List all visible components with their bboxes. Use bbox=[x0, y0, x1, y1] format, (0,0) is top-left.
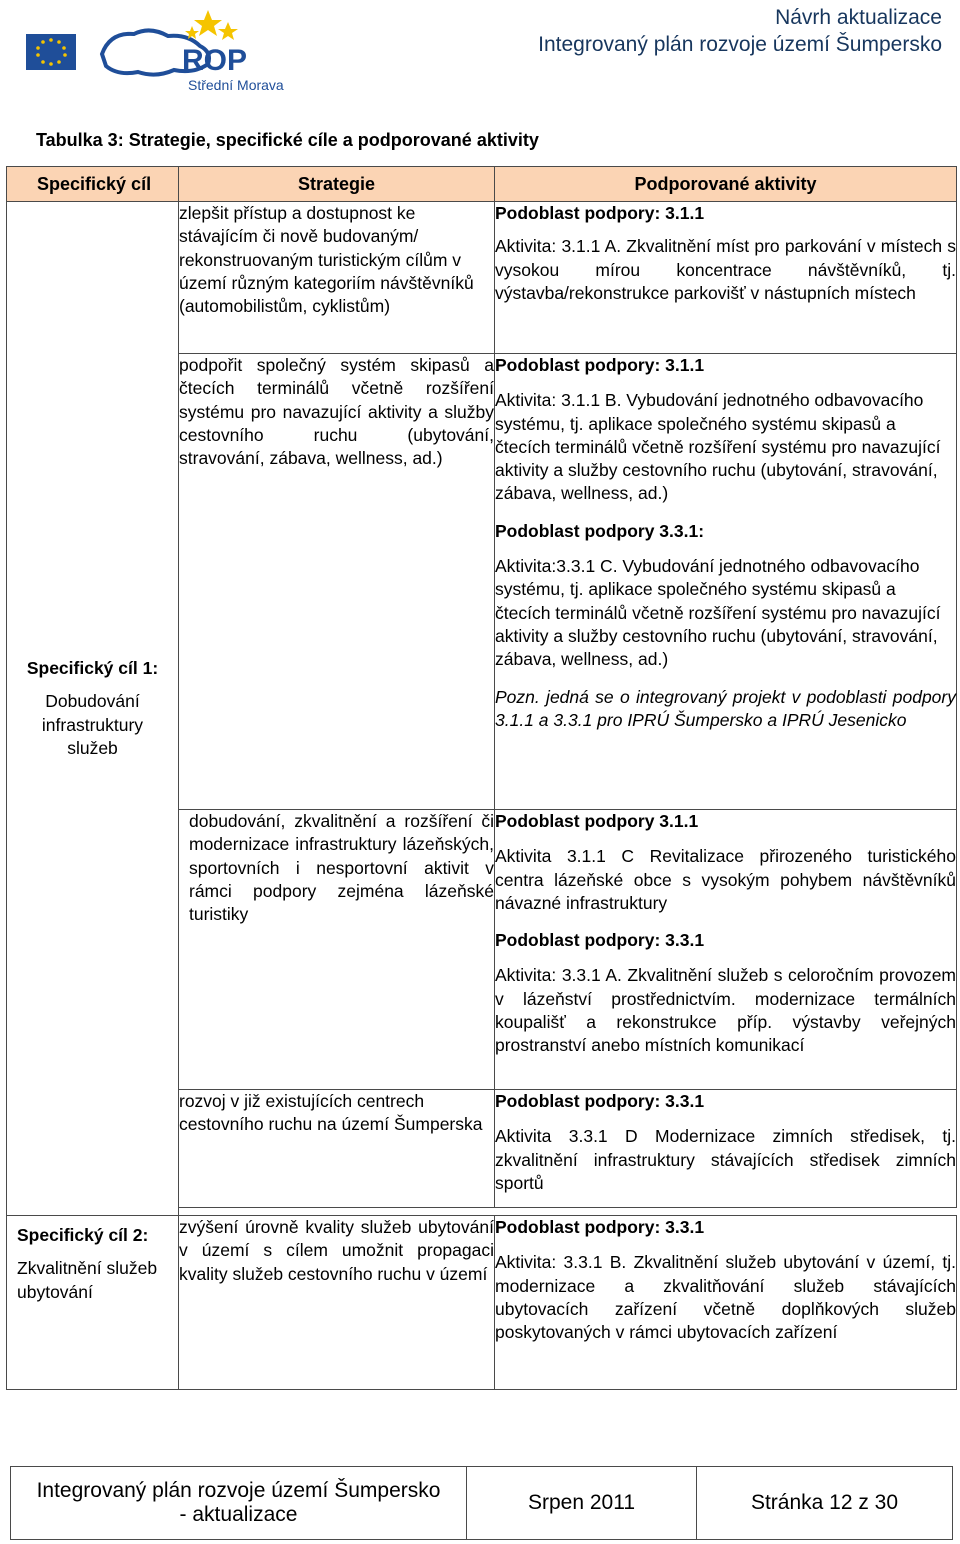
activity-text: Aktivita: 3.1.1 B. Vybudování jednotného odbavovacího systému, tj. aplikace společného systému skipasů a čtecích terminálů včetně rozšíření systému pro navazující aktivity a služby cestovního ruchu (ubytování, stravování, zábava, wellness, ad.) bbox=[495, 390, 941, 504]
activity-text: Aktivita: 3.3.1 A. Zkvalitnění služeb s celoročním provozem v lázeňství prostřednictvím. modernizace termálních koupališť a rekonstrukce příp. výstavby veřejných prostranství anebo místních komunikací bbox=[495, 965, 956, 1056]
strategy-text: rozvoj v již existujících centrech cestovního ruchu na území Šumperska bbox=[179, 1091, 483, 1135]
strategy-text: dobudování, zkvalitnění a rozšíření či modernizace infrastruktury lázeňských, sportovních i nesportovní aktivit v rámci podpory zejména lázeňské turistiky bbox=[189, 811, 494, 925]
activities-cell bbox=[495, 354, 957, 810]
activity-text: Aktivita:3.3.1 C. Vybudování jednotného odbavovacího systému, tj. aplikace společného systému skipasů a čtecích terminálů včetně rozšíření systému pro navazující aktivity a služby cestovního ruchu (ubytování, stravování, zábava, wellness, ad.) bbox=[495, 556, 941, 670]
table-row bbox=[7, 202, 957, 354]
note-text: Pozn. jedná se o integrovaný projekt v podoblasti podpory 3.1.1 a 3.3.1 pro IPRÚ Šumpersko a IPRÚ Jesenicko bbox=[495, 686, 956, 730]
strategy-text: zlepšit přístup a dostupnost ke stávajícím či nově budovaným/ rekonstruovaným turistickým cílům v území různým kategoriím návštěvníků (automobilistům, cyklistům) bbox=[179, 203, 474, 317]
activities-cell bbox=[495, 1090, 957, 1208]
activity-text: Aktivita: 3.3.1 B. Zkvalitnění služeb ubytování v území, tj. modernizace a zkvalitňování služeb stávajících ubytovacích zařízení včetně doplňkových služeb poskytovaných v rámci ubytovacích zařízení bbox=[495, 1252, 956, 1343]
goal-text: Dobudování infrastruktury služeb bbox=[41, 691, 144, 758]
specific-goal-2-cell bbox=[7, 1216, 179, 1390]
footer-page-number: Stránka 12 z 30 bbox=[697, 1467, 953, 1540]
strategy-table-container bbox=[6, 166, 956, 1390]
strategy-cell bbox=[179, 202, 495, 354]
column-header: Podporované aktivity bbox=[495, 167, 957, 202]
footer-date: Srpen 2011 bbox=[467, 1467, 697, 1540]
podoblast-label: Podoblast podpory 3.1.1 bbox=[495, 811, 699, 831]
table-header-row bbox=[7, 167, 957, 202]
activities-cell bbox=[495, 202, 957, 354]
activity-text: Aktivita: 3.1.1 A. Zkvalitnění míst pro parkování v místech s vysokou mírou koncentrace návštěvníků, tj. výstavba/rekonstrukce parkovišť v nástupních místech bbox=[495, 236, 956, 303]
goal-title: Specifický cíl 2: bbox=[17, 1225, 149, 1245]
column-header: Strategie bbox=[179, 167, 495, 202]
activity-text: Aktivita 3.3.1 D Modernizace zimních středisek, tj. zkvalitnění infrastruktury stávajících středisek zimních sportů bbox=[495, 1126, 956, 1193]
goal-text: Zkvalitnění služeb ubytování bbox=[17, 1258, 158, 1302]
strategy-text: podpořit společný systém skipasů a čtecích terminálů včetně rozšíření systému pro navazující aktivity a služby cestovního ruchu (ubytování, stravování, zábava, wellness, ad.) bbox=[179, 355, 494, 469]
footer-doc-line1: Integrovaný plán rozvoje území Šumpersko bbox=[36, 1479, 441, 1502]
footer-table bbox=[10, 1466, 953, 1540]
header-title bbox=[538, 4, 942, 58]
podoblast-label: Podoblast podpory: 3.3.1 bbox=[495, 1217, 705, 1237]
header-title-line1: Návrh aktualizace bbox=[775, 6, 942, 29]
stars-icon bbox=[185, 10, 238, 40]
strategy-cell bbox=[179, 810, 495, 1090]
footer-doc-line2: - aktualizace bbox=[179, 1503, 298, 1526]
strategy-cell bbox=[179, 1216, 495, 1390]
strategy-table bbox=[6, 166, 957, 1390]
podoblast-label: Podoblast podpory: 3.3.1 bbox=[495, 1091, 705, 1111]
activity-text: Aktivita 3.1.1 C Revitalizace přirozeného turistického centra lázeňské obce s vysokým pohybem návštěvníků návazné infrastruktury bbox=[495, 846, 956, 913]
svg-text:Střední Morava: Střední Morava bbox=[188, 77, 284, 93]
specific-goal-1-cell bbox=[7, 202, 179, 1216]
podoblast-label: Podoblast podpory 3.3.1: bbox=[495, 520, 705, 541]
rop-logo bbox=[22, 4, 302, 96]
strategy-cell bbox=[179, 354, 495, 810]
podoblast-label: Podoblast podpory: 3.1.1 bbox=[495, 355, 705, 375]
strategy-cell bbox=[179, 1090, 495, 1208]
activities-cell bbox=[495, 1216, 957, 1390]
table-row bbox=[7, 1216, 957, 1390]
goal-title: Specifický cíl 1: bbox=[26, 657, 159, 678]
svg-text:ROP: ROP bbox=[182, 44, 248, 77]
strategy-text: zvýšení úrovně kvality služeb ubytování v území s cílem umožnit propagaci kvality služeb cestovního ruchu v území bbox=[179, 1217, 494, 1284]
podoblast-label: Podoblast podpory: 3.1.1 bbox=[495, 203, 705, 223]
page-footer bbox=[10, 1466, 952, 1542]
header-title-line2: Integrovaný plán rozvoje území Šumpersko bbox=[538, 33, 942, 56]
column-header: Specifický cíl bbox=[7, 167, 179, 202]
footer-document-title bbox=[11, 1467, 467, 1540]
table-caption: Tabulka 3: Strategie, specifické cíle a podporované aktivity bbox=[36, 130, 539, 150]
podoblast-label: Podoblast podpory: 3.3.1 bbox=[495, 930, 705, 951]
activities-cell bbox=[495, 810, 957, 1090]
